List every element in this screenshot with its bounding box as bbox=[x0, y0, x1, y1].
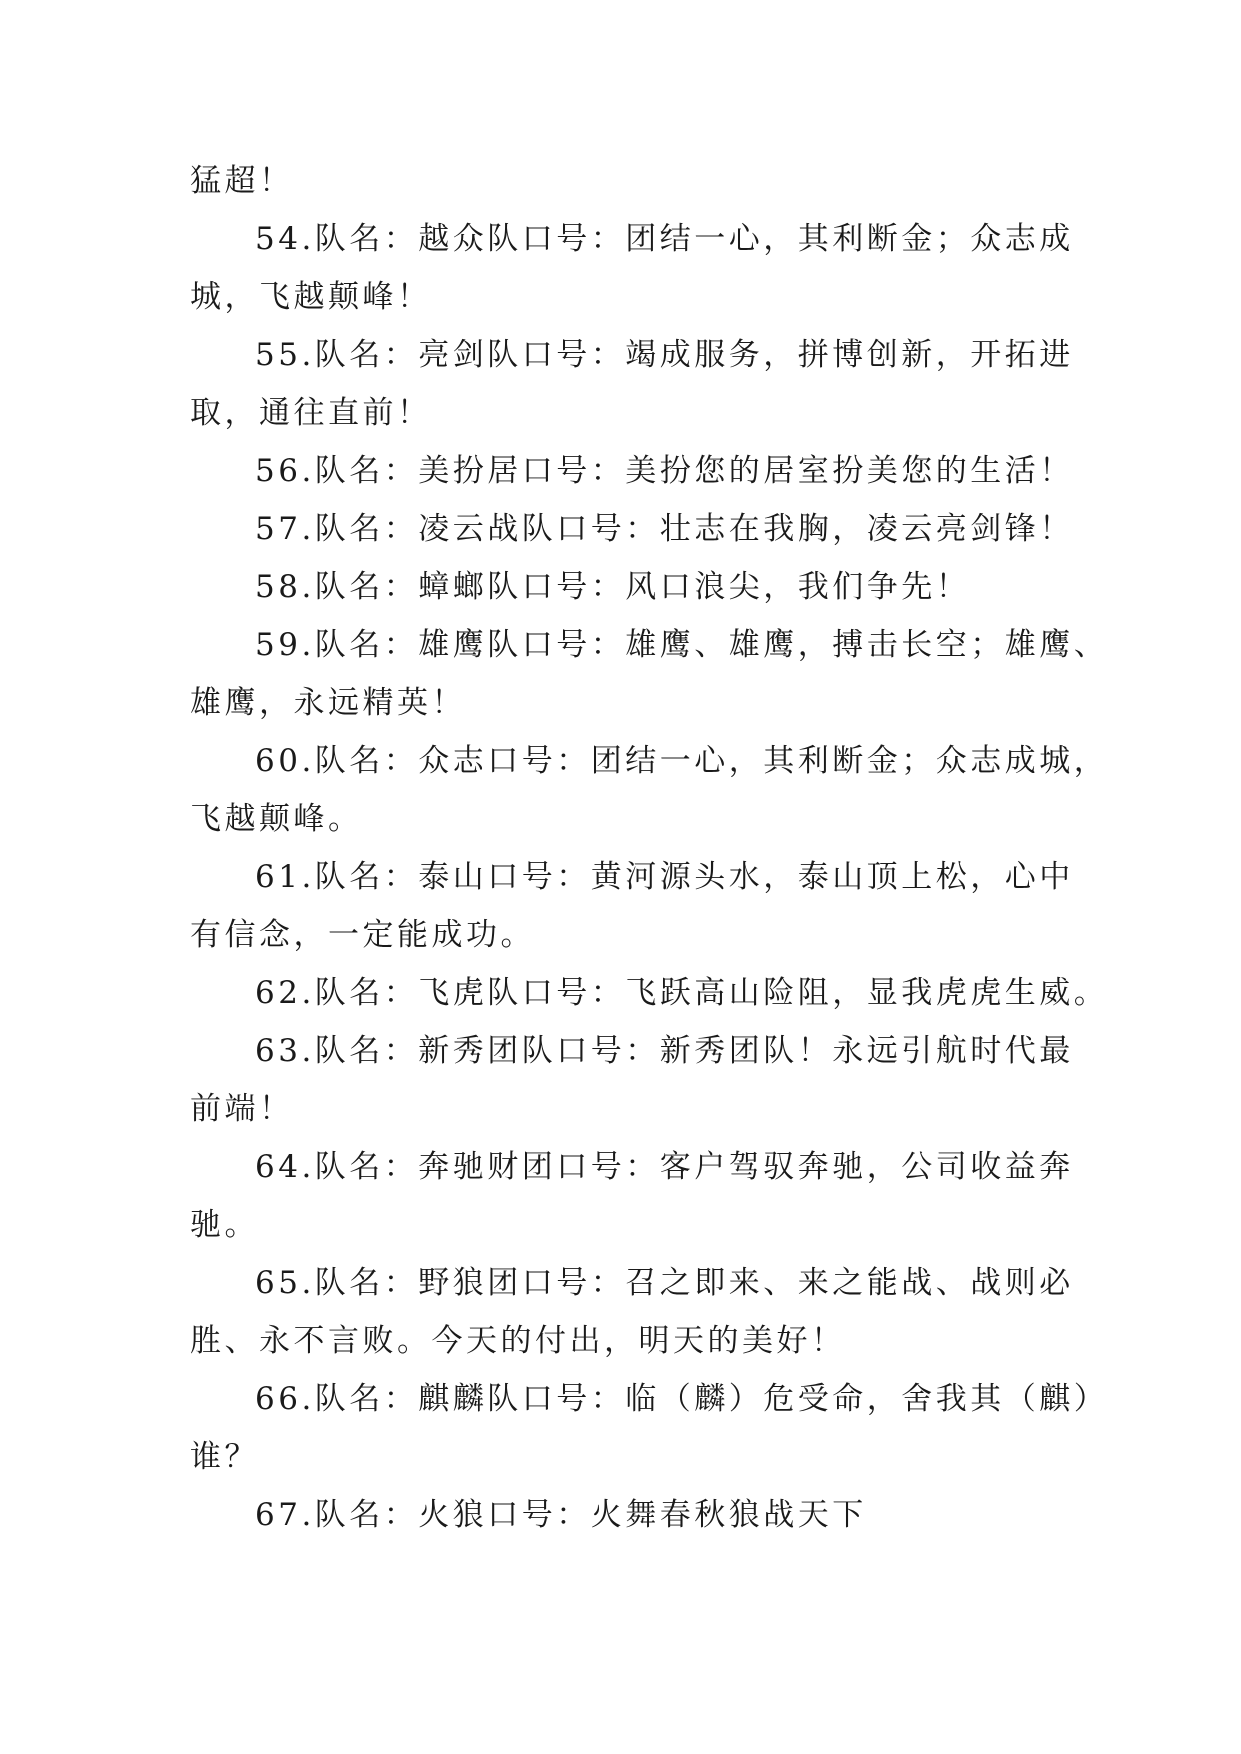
text-line: 城，飞越颠峰！ bbox=[190, 279, 432, 315]
text-line: 60.队名：众志口号：团结一心，其利断金；众志成城， bbox=[255, 743, 1109, 779]
text-line: 67.队名：火狼口号：火舞春秋狼战天下 bbox=[255, 1497, 867, 1533]
document-body bbox=[190, 152, 1109, 1544]
text-line: 63.队名：新秀团队口号：新秀团队！永远引航时代最 bbox=[255, 1033, 1074, 1069]
text-line: 驰。 bbox=[190, 1207, 259, 1243]
text-line: 胜、永不言败。今天的付出，明天的美好！ bbox=[190, 1323, 846, 1359]
text-line: 57.队名：凌云战队口号：壮志在我胸，凌云亮剑锋！ bbox=[255, 511, 1074, 547]
text-line: 64.队名：奔驰财团口号：客户驾驭奔驰，公司收益奔 bbox=[255, 1149, 1074, 1185]
text-line: 65.队名：野狼团口号：召之即来、来之能战、战则必 bbox=[255, 1265, 1074, 1301]
text-line: 55.队名：亮剑队口号：竭成服务，拼博创新，开拓进 bbox=[255, 337, 1074, 373]
text-line: 61.队名：泰山口号：黄河源头水，泰山顶上松，心中 bbox=[255, 859, 1074, 895]
text-line: 59.队名：雄鹰队口号：雄鹰、雄鹰，搏击长空；雄鹰、 bbox=[255, 627, 1109, 663]
text-line: 62.队名：飞虎队口号：飞跃高山险阻，显我虎虎生威。 bbox=[255, 975, 1109, 1011]
text-line: 56.队名：美扮居口号：美扮您的居室扮美您的生活！ bbox=[255, 453, 1074, 489]
text-line: 猛超！ bbox=[190, 163, 294, 199]
text-line: 雄鹰，永远精英！ bbox=[190, 685, 466, 721]
text-line: 谁？ bbox=[190, 1439, 259, 1475]
text-line: 前端！ bbox=[190, 1091, 294, 1127]
text-line: 66.队名：麒麟队口号：临（麟）危受命，舍我其（麒） bbox=[255, 1381, 1109, 1417]
text-line: 取，通往直前！ bbox=[190, 395, 432, 431]
text-line: 有信念，一定能成功。 bbox=[190, 917, 535, 953]
text-line: 54.队名：越众队口号：团结一心，其利断金；众志成 bbox=[255, 221, 1074, 257]
text-line: 58.队名：蟑螂队口号：风口浪尖，我们争先！ bbox=[255, 569, 971, 605]
text-line: 飞越颠峰。 bbox=[190, 801, 363, 837]
